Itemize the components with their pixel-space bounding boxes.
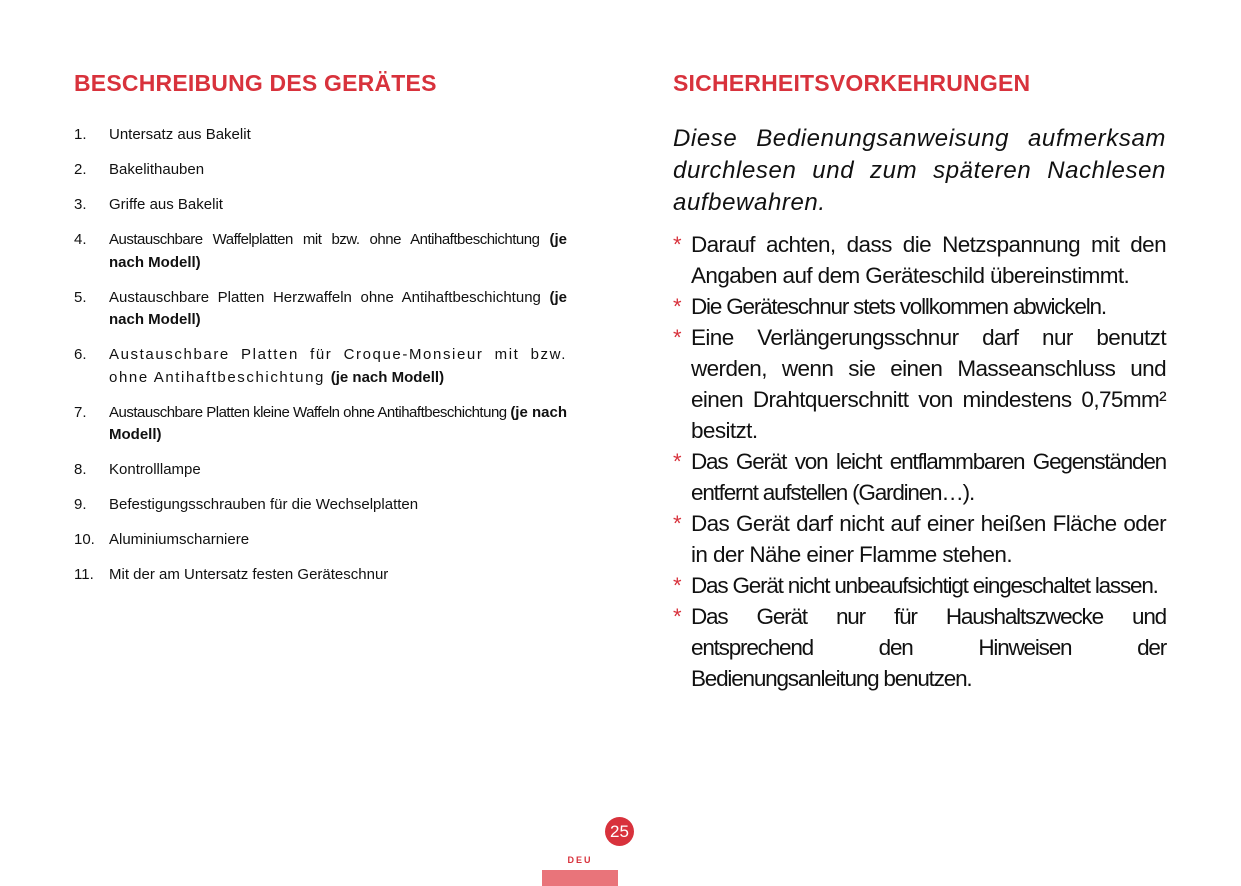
list-item-text: Mit der am Untersatz festen Geräteschnur — [109, 566, 389, 583]
safety-item-text: Das Gerät darf nicht auf einer heißen Fläche oder in der Nähe einer Flamme stehen. — [691, 511, 1166, 567]
list-item-number: 3. — [74, 196, 87, 213]
safety-item-text: Das Gerät nicht unbeaufsichtigt eingeschaltet lassen. — [691, 573, 1158, 598]
safety-heading: SICHERHEITSVORKEHRUNGEN — [673, 70, 1031, 96]
safety-item-text: Das Gerät von leicht entflammbaren Gegenständen entfernt aufstellen (Gardinen…). — [691, 449, 1166, 505]
list-item-number: 7. — [74, 403, 87, 421]
list-item — [74, 529, 567, 552]
list-item-text: Austauschbare Platten Herzwaffeln ohne Antihaftbeschichtung — [109, 288, 550, 306]
safety-item — [673, 508, 1166, 570]
list-item — [74, 229, 567, 274]
language-label: DEU — [567, 855, 593, 865]
safety-item-text: Das Gerät nur für Haushaltszwecke und entsprechend den Hinweisen der Bedienungsanleitung benutzen. — [691, 604, 1166, 691]
list-item-number: 2. — [74, 161, 87, 178]
asterisk-icon: * — [673, 294, 681, 319]
asterisk-icon: * — [673, 604, 681, 629]
list-item-number: 4. — [74, 231, 87, 248]
safety-item — [673, 322, 1166, 446]
list-item — [74, 564, 567, 587]
safety-item — [673, 446, 1166, 508]
list-item-text: Kontrolllampe — [109, 461, 201, 478]
safety-intro: Diese Bedienungsanweisung aufmerksam durchlesen und zum späteren Nachlesen aufbewahren. — [673, 125, 1166, 216]
safety-item — [673, 570, 1166, 601]
list-item — [74, 159, 567, 182]
asterisk-icon: * — [673, 232, 681, 257]
language-tab-bar — [542, 870, 618, 886]
safety-item — [673, 229, 1166, 291]
asterisk-icon: * — [673, 573, 681, 598]
model-note: (je nach Modell) — [109, 231, 567, 271]
list-item-number: 11. — [74, 566, 94, 583]
model-note: (je nach Modell) — [109, 288, 567, 328]
list-item-number: 5. — [74, 288, 87, 306]
safety-item-text: Darauf achten, dass die Netzspannung mit den Angaben auf dem Geräteschild übereinstimmt. — [691, 232, 1166, 288]
list-item-text: Austauschbare Platten für Croque-Monsieur mit bzw. ohne Antihaftbeschichtung — [109, 346, 567, 386]
list-item-text: Untersatz aus Bakelit — [109, 126, 251, 143]
safety-item — [673, 291, 1166, 322]
model-note: (je nach Modell) — [109, 403, 567, 443]
description-heading: BESCHREIBUNG DES GERÄTES — [74, 70, 437, 96]
list-item — [74, 287, 567, 332]
list-item-number: 8. — [74, 461, 87, 478]
list-item — [74, 124, 567, 147]
page-number-badge: 25 — [605, 817, 634, 846]
parts-list — [74, 124, 567, 599]
list-item-number: 6. — [74, 346, 87, 363]
list-item — [74, 402, 567, 447]
safety-item-text: Die Geräteschnur stets vollkommen abwickeln. — [691, 294, 1106, 319]
list-item-number: 10. — [74, 531, 95, 548]
safety-item — [673, 601, 1166, 694]
list-item — [74, 459, 567, 482]
list-item-number: 9. — [74, 496, 87, 513]
list-item — [74, 194, 567, 217]
list-item-text: Austauschbare Waffelplatten mit bzw. ohne Antihaftbeschichtung — [109, 231, 550, 248]
list-item-text: Bakelithauben — [109, 161, 205, 178]
list-item — [74, 344, 567, 389]
asterisk-icon: * — [673, 325, 681, 350]
list-item-text: Griffe aus Bakelit — [109, 196, 223, 213]
list-item — [74, 494, 567, 517]
model-note: (je nach Modell) — [330, 368, 445, 386]
list-item-number: 1. — [74, 126, 87, 143]
list-item-text: Befestigungsschrauben für die Wechselplatten — [109, 496, 419, 513]
safety-item-text: Eine Verlängerungsschnur darf nur benutzt werden, wenn sie einen Masseanschluss und einen Drahtquerschnitt von mindestens 0,75mm² besitzt. — [691, 325, 1166, 443]
asterisk-icon: * — [673, 511, 681, 536]
list-item-text: Austauschbare Platten kleine Waffeln ohne Antihaftbeschichtung — [109, 403, 511, 421]
safety-list — [673, 229, 1166, 694]
list-item-text: Aluminiumscharniere — [109, 531, 250, 548]
asterisk-icon: * — [673, 449, 681, 474]
